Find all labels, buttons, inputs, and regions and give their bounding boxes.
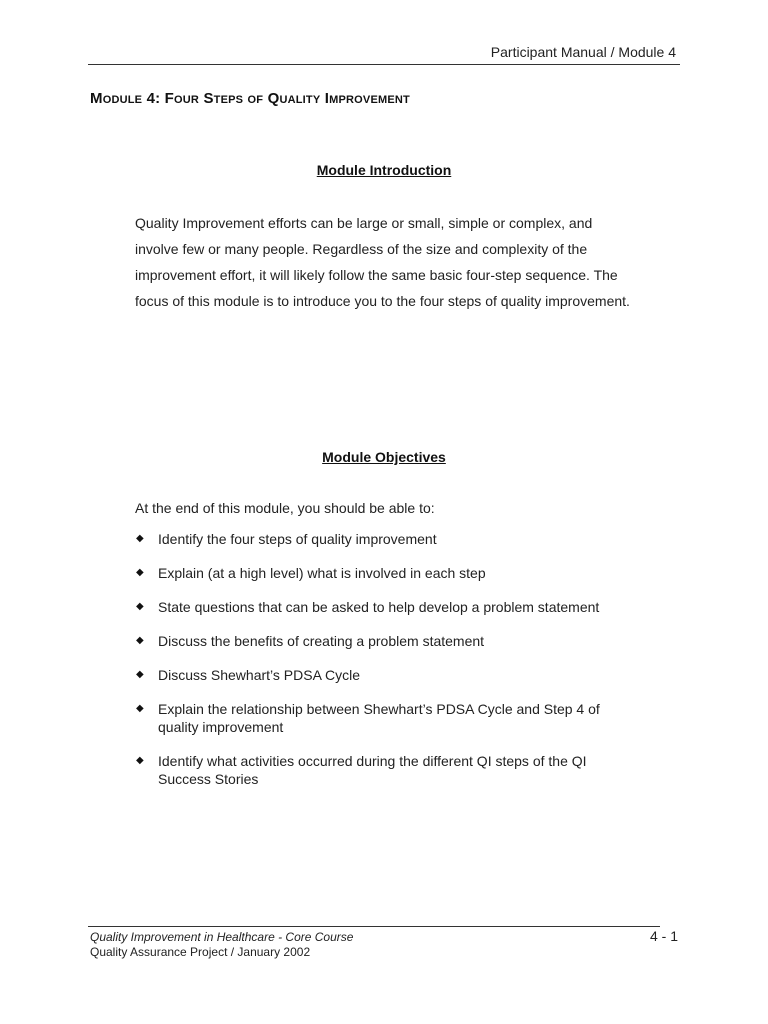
objective-item [135, 530, 635, 548]
diamond-bullet-icon: ◆ [136, 533, 144, 544]
objective-text: Identify the four steps of quality improvement [158, 531, 437, 547]
footer-course-title: Quality Improvement in Healthcare - Core Course [90, 930, 354, 944]
introduction-heading: Module Introduction [316, 162, 452, 178]
objective-item [135, 632, 635, 650]
diamond-bullet-icon: ◆ [136, 669, 144, 680]
objective-item [135, 666, 635, 684]
objectives-lead-text: At the end of this module, you should be able to: [135, 500, 435, 516]
module-title: Module 4: Four Steps of Quality Improvement [90, 90, 410, 107]
diamond-bullet-icon: ◆ [136, 755, 144, 766]
objectives-heading: Module Objectives [322, 449, 446, 465]
objective-item [135, 598, 635, 616]
diamond-bullet-icon: ◆ [136, 703, 144, 714]
objective-text: Explain (at a high level) what is involved in each step [158, 565, 486, 581]
header-rule [88, 64, 680, 65]
objective-text: Explain the relationship between Shewhart’s PDSA Cycle and Step 4 of quality improvement [158, 701, 600, 735]
diamond-bullet-icon: ◆ [136, 601, 144, 612]
objective-text: Discuss Shewhart’s PDSA Cycle [158, 667, 361, 683]
objectives-list [135, 530, 635, 804]
objective-text: Discuss the benefits of creating a problem statement [158, 633, 485, 649]
page-number: 4 - 1 [649, 928, 678, 944]
objective-text: Identify what activities occurred during the different QI steps of the QI Success Stories [158, 753, 587, 787]
objective-item [135, 752, 635, 788]
objective-item [135, 564, 635, 582]
objective-item [135, 700, 635, 736]
introduction-paragraph: Quality Improvement efforts can be large or small, simple or complex, and involve few or many people. Regardless of the size and complexity of the improvement effort, it will likely follow the same basic four-step sequence. The focus of this module is to introduce you to the four steps of quality improvement. [135, 215, 630, 309]
footer-project-line: Quality Assurance Project / January 2002 [90, 945, 311, 959]
footer-rule [88, 926, 660, 927]
running-header: Participant Manual / Module 4 [490, 44, 676, 60]
diamond-bullet-icon: ◆ [136, 567, 144, 578]
objective-text: State questions that can be asked to help develop a problem statement [158, 599, 600, 615]
diamond-bullet-icon: ◆ [136, 635, 144, 646]
